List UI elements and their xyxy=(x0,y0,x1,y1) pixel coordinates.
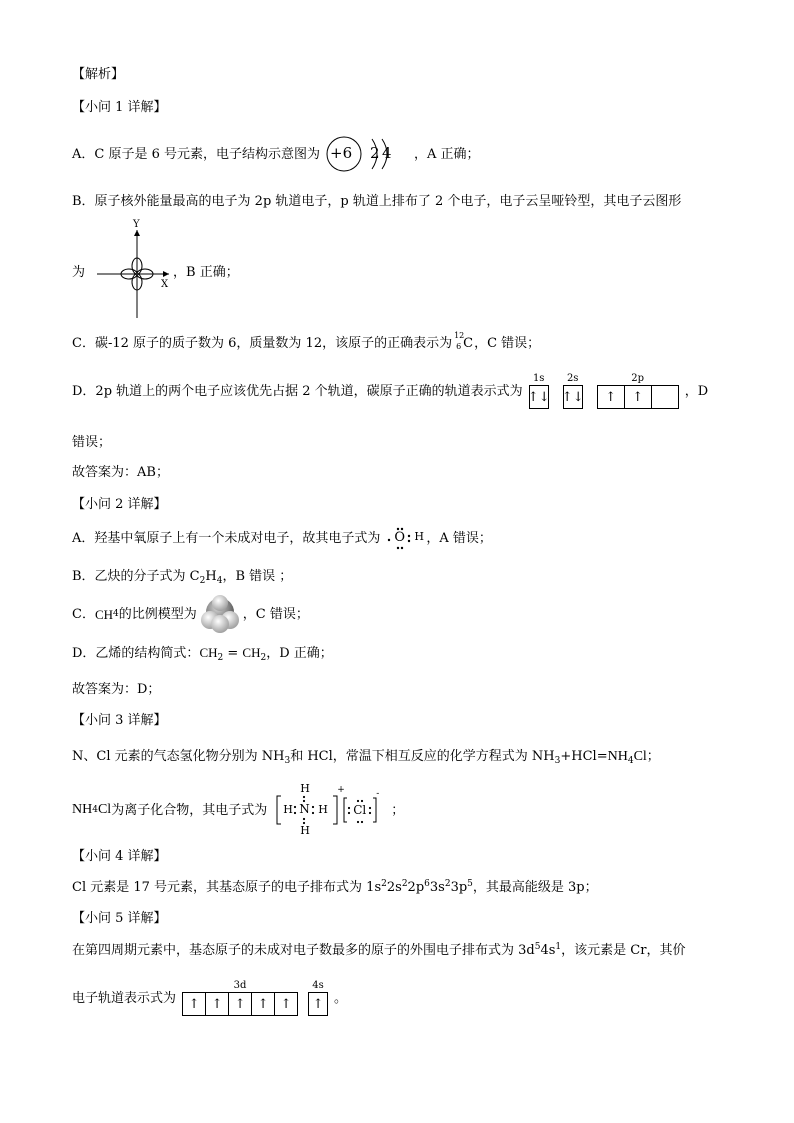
atom-structure-diagram xyxy=(324,136,410,172)
orbital-box: ↑ xyxy=(624,385,652,409)
orbital-box: ↑↓ xyxy=(529,385,549,409)
q2-answer: 故答案为：D； xyxy=(72,682,161,697)
q1-option-d-line2: 错误； xyxy=(72,435,112,450)
orbital-box: ↑↓ xyxy=(563,385,583,409)
q5-line2: 电子轨道表示式为 3d ↑ ↑ ↑ ↑ ↑ 4s ↑ 。 xyxy=(72,978,347,1018)
orbital-box: ↑ xyxy=(205,992,229,1016)
q5-line1: 在第四周期元素中，基态原子的未成对电子数最多的原子的外围电子排布式为 $3d^54s^1$，该元素是 Cr，其价 xyxy=(72,942,686,958)
q1-option-b-line1: B．原子核外能量最高的电子为 2p 轨道电子，p 轨道上排布了 2 个电子，电子云呈哑铃型，其电子云图形 xyxy=(72,194,682,209)
orbital-box: ↑ xyxy=(597,385,625,409)
orbital-2p: 2p ↑ ↑ xyxy=(597,373,679,409)
p-orbital-cloud-diagram xyxy=(85,219,173,322)
isotope-notation: 12 6 C xyxy=(454,331,474,351)
orbital-1s: 1s ↑↓ xyxy=(529,373,549,409)
q2-option-d: D．乙烯的结构简式：$CH_2 = CH_2$，D 正确； xyxy=(72,645,333,663)
q1-option-b-line2: 为 Y X ，B 正确； xyxy=(72,222,239,322)
orbital-3d: 3d ↑ ↑ ↑ ↑ ↑ xyxy=(182,980,298,1016)
q3-line2: NH 4 Cl 为离子化合物，其电子式为 H H N H H + Cl - ； xyxy=(72,782,405,837)
axis-y-label: Y xyxy=(133,219,140,230)
orbital-box: ↑ xyxy=(182,992,206,1016)
q1-option-d: D．2p 轨道上的两个电子应该优先占据 2 个轨道，碳原子正确的轨道表示式为 1s ↑↓ 2s ↑↓ 2p ↑ ↑ ，D xyxy=(72,370,708,412)
orbital-box: ↑ xyxy=(251,992,275,1016)
orbital-4s: 4s ↑ xyxy=(308,980,328,1016)
orbital-box: ↑ xyxy=(274,992,298,1016)
shell-2-count: 4 xyxy=(382,144,392,162)
methane-model-svg xyxy=(197,594,243,634)
analysis-heading: 【解析】 xyxy=(72,67,125,82)
shell-1-count: 2 xyxy=(370,144,380,162)
q5-title: 【小问 5 详解】 xyxy=(72,911,167,926)
q2-option-a: A．羟基中氧原子上有一个未成对电子，故其电子式为 O H ，A 错误； xyxy=(72,526,492,550)
orbital-box xyxy=(651,385,679,409)
q1-option-c: C．碳-12 原子的质子数为 6，质量数为 12，该原子的正确表示为 12 6 C ，C 错误； xyxy=(72,331,541,351)
orbital-box: ↑ xyxy=(228,992,252,1016)
orbital-2s: 2s ↑↓ xyxy=(563,373,583,409)
q1-title: 【小问 1 详解】 xyxy=(72,100,167,115)
q1-option-a: A．C 原子是 6 号元素，电子结构示意图为 +6 2 4 ，A 正确； xyxy=(72,136,480,172)
q2-option-b: B．乙炔的分子式为 $C_2H_4$，B 错误 ； xyxy=(72,569,293,586)
nucleus-charge: +6 xyxy=(330,144,353,162)
q4-title: 【小问 4 详解】 xyxy=(72,849,167,864)
q2-option-c: C． CH 4 的比例模型为 ，C 错误； xyxy=(72,594,309,634)
q3-title: 【小问 3 详解】 xyxy=(72,713,167,728)
ammonium-chloride-electron-formula: H H N H H + Cl - xyxy=(275,782,391,838)
q1-answer: 故答案为：AB； xyxy=(72,465,169,480)
q2-title: 【小问 2 详解】 xyxy=(72,497,167,512)
q4-line: Cl 元素是 17 号元素，其基态原子的电子排布式为 $1s^22s^22p^63s^23p^5$，其最高能级是 3p； xyxy=(72,879,598,895)
methane-space-filling-model xyxy=(197,594,243,634)
p-orbital-svg xyxy=(85,219,173,322)
q3-line1: N、Cl 元素的气态氢化物分别为 $NH_3$和 HCl，常温下相互反应的化学方程式为 $NH_3+HCl=NH_4Cl$； xyxy=(72,749,660,766)
hydroxyl-electron-formula: O H xyxy=(386,526,426,550)
orbital-box: ↑ xyxy=(308,992,328,1016)
axis-x-label: X xyxy=(161,279,169,290)
